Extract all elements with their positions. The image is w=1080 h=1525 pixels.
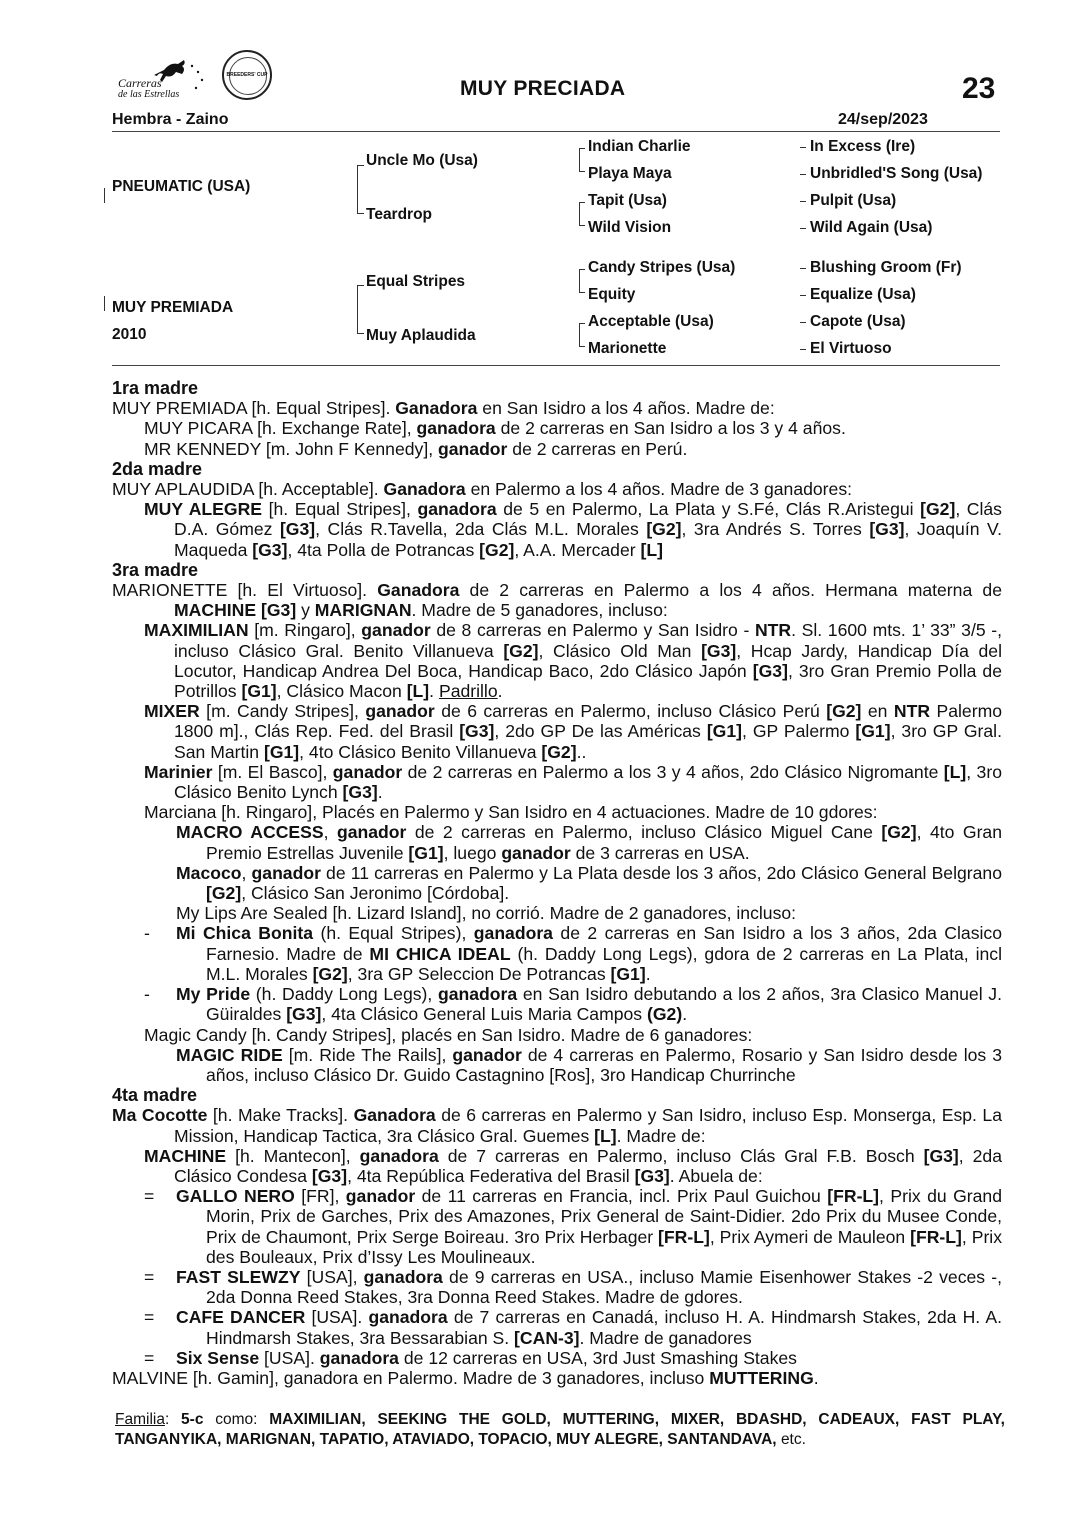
gen4-4: Wild Again (Usa) bbox=[810, 219, 933, 236]
seal-text: BREEDERS' CUP bbox=[226, 72, 268, 78]
produce-record bbox=[112, 378, 1002, 1388]
gen4-7: Capote (Usa) bbox=[810, 313, 906, 330]
paragraph: MALVINE [h. Gamin], ganadora en Palermo. Madre de 3 ganadores, incluso MUTTERING. bbox=[112, 1367, 819, 1388]
date: 24/sep/2023 bbox=[838, 111, 928, 128]
section-3ra-madre: 3ra madre bbox=[112, 559, 199, 580]
paragraph: MUY PICARA [h. Exchange Rate], ganadora de 2 carreras en San Isidro a los 3 y 4 años. bbox=[144, 418, 846, 439]
section-4ta-madre: 4ta madre bbox=[112, 1085, 198, 1106]
gen4-6: Equalize (Usa) bbox=[810, 286, 916, 303]
familia-footer: Familia: 5-c como: MAXIMILIAN, SEEKING THE GOLD, MUTTERING, MIXER, BDASHD, CADEAUX, FAST PLAY, TANGANYIKA, MARIGNAN, TAPATIO, ATAVIADO, TOPACIO, MUY ALEGRE, SANTANDAVA, etc. bbox=[115, 1411, 1005, 1448]
paragraph: MUY PREMIADA [h. Equal Stripes]. Ganadora en San Isidro a los 4 años. Madre de: bbox=[112, 398, 775, 419]
paragraph: Marciana [h. Ringaro], Placés en Palermo y San Isidro en 4 actuaciones. Madre de 10 gdores: bbox=[144, 802, 878, 823]
header-rule bbox=[112, 131, 1000, 132]
paragraph: = GALLO NERO [FR], ganador de 11 carreras en Francia, incl. Prix Paul Guichou [FR-L], Prix du Grand Morin, Prix de Garches, Prix des Amazones, Prix General de Saint-Didier. 2do Prix du Musee Conde, Prix de Chaumont, Prix Serge Boireau. 3ro Prix Herbager [FR-L], Prix Aymeri de Mauleon [FR-L], Prix des Bouleaux, Prix d’Issy Les Moulineaux. bbox=[144, 1186, 1003, 1267]
paragraph: = Six Sense [USA]. ganadora de 12 carreras en USA, 3rd Just Smashing Stakes bbox=[144, 1347, 797, 1368]
dam-dam: Muy Aplaudida bbox=[366, 327, 476, 344]
gen3-2: Playa Maya bbox=[588, 165, 672, 182]
section-1ra-madre: 1ra madre bbox=[112, 378, 199, 398]
gen3-8: Marionette bbox=[588, 340, 667, 357]
dam-name: MUY PREMIADA bbox=[112, 299, 234, 316]
paragraph: My Lips Are Sealed [h. Lizard Island], no corrió. Madre de 2 ganadores, incluso: bbox=[176, 903, 797, 924]
paragraph: MACHINE [h. Mantecon], ganadora de 7 carreras en Palermo, incluso Clás Gral F.B. Bosch [G3], 2da Clásico Condesa [G3], 4ta República Federativa del Brasil [G3]. Abuela de: bbox=[144, 1145, 1002, 1186]
gen3-6: Equity bbox=[588, 286, 636, 303]
familia-horses: MAXIMILIAN, SEEKING THE GOLD, MUTTERING, MIXER, BDASHD, CADEAUX, FAST PLAY, TANGANYIKA, MARIGNAN, TAPATIO, ATAVIADO, TOPACIO, MUY ALEGRE, SANTANDAVA, bbox=[115, 1411, 1005, 1448]
pedigree-rule bbox=[112, 365, 1000, 366]
paragraph: - My Pride (h. Daddy Long Legs), ganadora en San Isidro debutando a los 2 años, 3ra Clasico Manuel J. Güiraldes [G3], 4ta Clásico General Luis Maria Campos (G2). bbox=[144, 984, 1002, 1025]
familia-etc: etc. bbox=[780, 1431, 806, 1448]
gen3-1: Indian Charlie bbox=[588, 138, 691, 155]
gen3-3: Tapit (Usa) bbox=[588, 192, 667, 209]
paragraph: Macoco, ganador de 11 carreras en Palermo y La Plata desde los 3 años, 2do Clásico General Belgrano [G2], Clásico San Jeronimo [Córdoba]. bbox=[176, 862, 1002, 904]
sire-dam: Teardrop bbox=[366, 206, 433, 223]
paragraph: MACRO ACCESS, ganador de 2 carreras en Palermo, incluso Clásico Miguel Cane [G2], 4to Gran Premio Estrellas Juvenile [G1], luego ganador de 3 carreras en USA. bbox=[176, 822, 1002, 863]
catalog-number: 23 bbox=[962, 72, 996, 105]
familia-label: Familia bbox=[115, 1411, 165, 1428]
sire-name: PNEUMATIC (USA) bbox=[112, 178, 251, 195]
sire-sire: Uncle Mo (Usa) bbox=[366, 152, 478, 169]
paragraph: Magic Candy [h. Candy Stripes], placés en San Isidro. Madre de 6 ganadores: bbox=[144, 1024, 753, 1045]
gen4-8: El Virtuoso bbox=[810, 340, 892, 357]
paragraph: = CAFE DANCER [USA]. ganadora de 7 carreras en Canadá, incluso H. A. Hindmarsh Stakes, 2da H. A. Hindmarsh Stakes, 3ra Bessarabian S. [CAN-3]. Madre de ganadores bbox=[144, 1307, 1002, 1348]
familia-code: 5-c bbox=[181, 1411, 204, 1428]
paragraph: MARIONETTE [h. El Virtuoso]. Ganadora de 2 carreras en Palermo a los 4 años. Hermana materna de MACHINE [G3] y MARIGNAN. Madre de 5 ganadores, incluso: bbox=[112, 580, 1002, 621]
paragraph: Marinier [m. El Basco], ganador de 2 carreras en Palermo a los 3 y 4 años, 2do Clásico Nigromante [L], 3ro Clásico Benito Lynch [G3]. bbox=[144, 761, 1002, 803]
logo-text: Carreras bbox=[118, 76, 162, 90]
paragraph: Ma Cocotte [h. Make Tracks]. Ganadora de 6 carreras en Palermo y San Isidro, incluso Esp. Monserga, Esp. La Mission, Handicap Tactica, 3ra Clásico Gral. Guemes [L]. Madre de: bbox=[112, 1105, 1002, 1146]
horse-name-title: MUY PRECIADA bbox=[460, 77, 626, 100]
gen3-5: Candy Stripes (Usa) bbox=[588, 259, 736, 276]
dam-year: 2010 bbox=[112, 326, 147, 343]
section-2da-madre: 2da madre bbox=[112, 458, 203, 479]
paragraph: MAGIC RIDE [m. Ride The Rails], ganador de 4 carreras en Palermo, Rosario y San Isidro desde los 3 años, incluso Clásico Dr. Guido Castagnino [Ros], 3ro Handicap Churrinche bbox=[176, 1044, 1003, 1085]
gen4-3: Pulpit (Usa) bbox=[810, 192, 897, 209]
sex-color: Hembra - Zaino bbox=[112, 111, 229, 128]
familia-como: como: bbox=[215, 1411, 258, 1428]
gen3-7: Acceptable (Usa) bbox=[588, 313, 714, 330]
paragraph: MIXER [m. Candy Stripes], ganador de 6 carreras en Palermo, incluso Clásico Perú [G2] en NTR Palermo 1800 m]., Clás Rep. Fed. del Brasil [G3], 2do GP De las Américas [G1], GP Palermo [G1], 3ro GP Gral. San Martin [G1], 4to Clásico Benito Villanueva [G2].. bbox=[144, 701, 1003, 762]
paragraph: MR KENNEDY [m. John F Kennedy], ganador de 2 carreras en Perú. bbox=[144, 438, 688, 459]
gen4-2: Unbridled'S Song (Usa) bbox=[810, 165, 983, 182]
dam-sire: Equal Stripes bbox=[366, 273, 466, 290]
gen4-5: Blushing Groom (Fr) bbox=[810, 259, 962, 276]
paragraph: MUY ALEGRE [h. Equal Stripes], ganadora de 5 en Palermo, La Plata y S.Fé, Clás R.Aristegui [G2], Clás D.A. Gómez [G3], Clás R.Tavella, 2da Clás M.L. Morales [G2], 3ra Andrés S. Torres [G3], Joaquín V. Maqueda [G3], 4ta Polla de Potrancas [G2], A.A. Mercader [L] bbox=[144, 499, 1003, 560]
paragraph: = FAST SLEWZY [USA], ganadora de 9 carreras en USA., incluso Mamie Eisenhower Stakes -2 veces -, 2da Donna Reed Stakes, 3ra Donna Reed Stakes. Madre de gdores. bbox=[144, 1266, 1003, 1308]
paragraph: MUY APLAUDIDA [h. Acceptable]. Ganadora en Palermo a los 4 años. Madre de 3 ganadores: bbox=[112, 479, 853, 500]
breeders-cup-seal bbox=[222, 50, 272, 100]
gen3-4: Wild Vision bbox=[588, 219, 672, 236]
carreras-logo bbox=[112, 52, 222, 102]
logo-subtext: de las Estrellas bbox=[118, 89, 180, 100]
paragraph: MAXIMILIAN [m. Ringaro], ganador de 8 carreras en Palermo y San Isidro - NTR. Sl. 1600 mts. 1’ 33” 3/5 -, incluso Clásico Gral. Benito Villanueva [G2], Clásico Old Man [G3], Hcap Jardy, Handicap Día del Locutor, Handicap Andrea Del Boca, Handicap Baco, 2do Clásico Japón [G3], 3ro Gran Premio Polla de Potrillos [G1], Clásico Macon [L]. Padrillo. bbox=[144, 620, 1002, 702]
gen4-1: In Excess (Ire) bbox=[810, 138, 916, 155]
paragraph: - Mi Chica Bonita (h. Equal Stripes), ganadora de 2 carreras en San Isidro a los 3 años, 2da Clasico Farnesio. Madre de MI CHICA IDEAL (h. Daddy Long Legs), gdora de 2 carreras en La Plata, incl M.L. Morales [G2], 3ra GP Seleccion De Potrancas [G1]. bbox=[144, 923, 1002, 984]
